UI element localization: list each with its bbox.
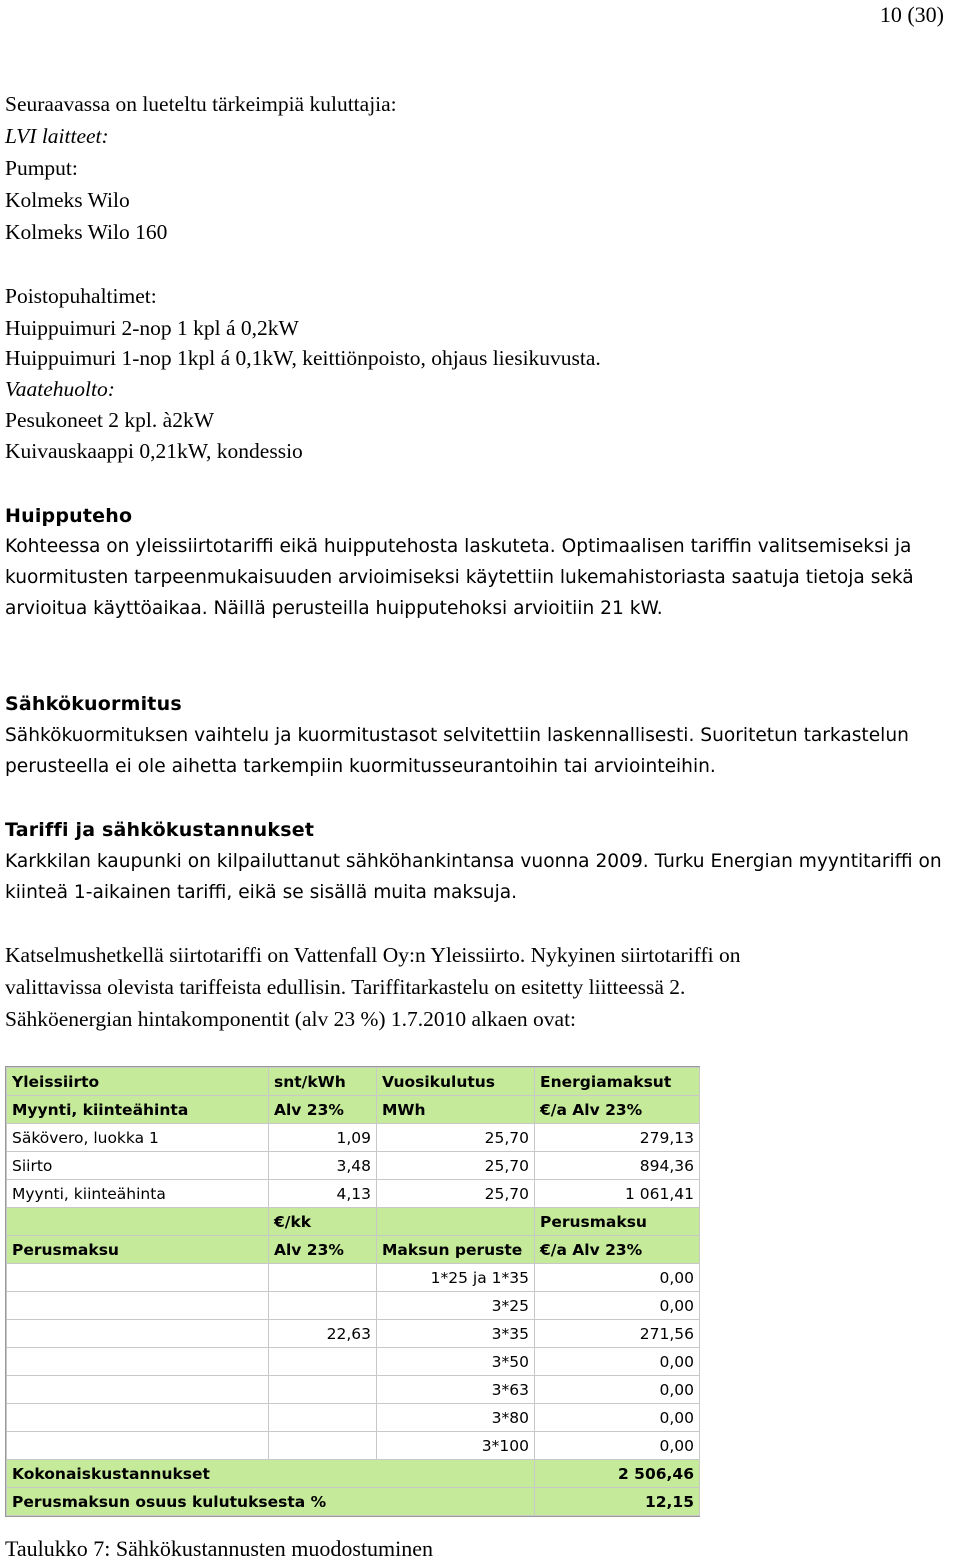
poisto-line: Huippuimuri 1-nop 1kpl á 0,1kW, keittiönpoisto, ohjaus liesikuvusta. [5,346,601,370]
section-heading: Sähkökuormitus [5,693,182,715]
table-cell [269,1404,377,1432]
table-cell [7,1292,269,1320]
header-cell [7,1208,269,1236]
table-header-row [7,1096,700,1124]
table-cell [7,1404,269,1432]
table-row [7,1180,700,1208]
page-number: 10 (30) [879,2,944,27]
closing-line: Katselmushetkellä siirtotariffi on Vattenfall Oy:n Yleissiirto. Nykyinen siirtotariffi on [5,943,741,967]
header-cell: Alv 23% [269,1236,377,1264]
header-cell: Perusmaksu [535,1208,700,1236]
table-cell: 0,00 [535,1348,700,1376]
header-cell: Yleissiirto [7,1068,269,1096]
table-cell: 894,36 [535,1152,700,1180]
table-cell: 3*63 [377,1376,535,1404]
table-cell: 3*100 [377,1432,535,1460]
cost-table [5,1066,700,1517]
table-cell: 279,13 [535,1124,700,1152]
table-cell: Myynti, kiinteähinta [7,1180,269,1208]
table-cell [269,1264,377,1292]
header-cell: Vuosikulutus [377,1068,535,1096]
poisto-line: Pesukoneet 2 kpl. à2kW [5,408,214,432]
table-header-row [7,1236,700,1264]
header-cell [377,1208,535,1236]
table-cell [269,1292,377,1320]
poisto-line: Kuivauskaappi 0,21kW, kondessio [5,439,303,463]
table-row [7,1124,700,1152]
table-cell: 0,00 [535,1292,700,1320]
table-cell [269,1348,377,1376]
share-label: Perusmaksun osuus kulutuksesta % [7,1488,535,1516]
table-cell: 0,00 [535,1376,700,1404]
table-caption: Taulukko 7: Sähkökustannusten muodostuminen [5,1536,434,1561]
section-paragraph: Kohteessa on yleissiirtotariffi eikä huipputehosta laskuteta. Optimaalisen tariffin valitsemiseksi ja kuormitusten tarpeenmukaisuuden arvioimiseksi käytettiin lukemahistoriasta saatuja tietoja sekä arvioitua käyttöaikaa. Näillä perusteilla huipputehoksi arvioitiin 21 kW. [5,536,914,619]
intro-line: Pumput: [5,156,78,180]
table-cell: 1,09 [269,1124,377,1152]
table-row [7,1264,700,1292]
header-cell: €/a Alv 23% [535,1096,700,1124]
poisto-line: Poistopuhaltimet: [5,284,157,308]
table-cell: Säkövero, luokka 1 [7,1124,269,1152]
header-cell: €/kk [269,1208,377,1236]
table-cell: 0,00 [535,1432,700,1460]
header-cell: €/a Alv 23% [535,1236,700,1264]
header-cell: Energiamaksut [535,1068,700,1096]
table-row [7,1432,700,1460]
table-total-row [7,1460,700,1488]
table-cell: 271,56 [535,1320,700,1348]
table-header-row [7,1208,700,1236]
header-cell: MWh [377,1096,535,1124]
table-cell: 3,48 [269,1152,377,1180]
table-cell [7,1348,269,1376]
table-cell: 1*25 ja 1*35 [377,1264,535,1292]
table-row [7,1376,700,1404]
share-value: 12,15 [535,1488,700,1516]
intro-line: Kolmeks Wilo 160 [5,220,168,244]
table-row [7,1152,700,1180]
table-cell [269,1376,377,1404]
header-cell: snt/kWh [269,1068,377,1096]
table-cell: 22,63 [269,1320,377,1348]
intro-line: Kolmeks Wilo [5,188,130,212]
table-cell [7,1320,269,1348]
table-cell [7,1432,269,1460]
intro-line: Seuraavassa on lueteltu tärkeimpiä kuluttajia: [5,92,397,116]
table-row [7,1292,700,1320]
table-cell: 0,00 [535,1404,700,1432]
header-cell: Alv 23% [269,1096,377,1124]
table-cell [7,1264,269,1292]
section-heading: Huipputeho [5,505,133,527]
table-cell [269,1432,377,1460]
table-cell: 3*35 [377,1320,535,1348]
poisto-line: Vaatehuolto: [5,377,115,401]
total-value: 2 506,46 [535,1460,700,1488]
total-label: Kokonaiskustannukset [7,1460,535,1488]
section-paragraph: Sähkökuormituksen vaihtelu ja kuormitustasot selvitettiin laskennallisesti. Suoritetun tarkastelun perusteella ei ole aihetta tarkempiin kuormitusseurantoihin tai arviointeihin. [5,725,909,777]
table-row [7,1404,700,1432]
header-cell: Perusmaksu [7,1236,269,1264]
closing-line: valittavissa olevista tariffeista edullisin. Tariffitarkastelu on esitetty liitteessä 2. [5,975,686,999]
intro-line: LVI laitteet: [5,124,109,148]
table-cell: 4,13 [269,1180,377,1208]
table-cell: 1 061,41 [535,1180,700,1208]
table-cell: 3*80 [377,1404,535,1432]
table-cell: 3*25 [377,1292,535,1320]
table-cell: 25,70 [377,1152,535,1180]
table-cell: 0,00 [535,1264,700,1292]
table-cell: 3*50 [377,1348,535,1376]
header-cell: Maksun peruste [377,1236,535,1264]
closing-line: Sähköenergian hintakomponentit (alv 23 %) 1.7.2010 alkaen ovat: [5,1007,577,1031]
poisto-line: Huippuimuri 2-nop 1 kpl á 0,2kW [5,316,299,340]
table-cell: Siirto [7,1152,269,1180]
table-row [7,1320,700,1348]
table-cell: 25,70 [377,1180,535,1208]
section-heading: Tariffi ja sähkökustannukset [5,819,315,841]
table-row [7,1348,700,1376]
section-paragraph: Karkkilan kaupunki on kilpailuttanut sähköhankintansa vuonna 2009. Turku Energian myyntitariffi on kiinteä 1-aikainen tariffi, eikä se sisällä muita maksuja. [5,851,942,903]
table-cell [7,1376,269,1404]
table-header-row [7,1068,700,1096]
header-cell: Myynti, kiinteähinta [7,1096,269,1124]
table-cell: 25,70 [377,1124,535,1152]
table-share-row [7,1488,700,1516]
